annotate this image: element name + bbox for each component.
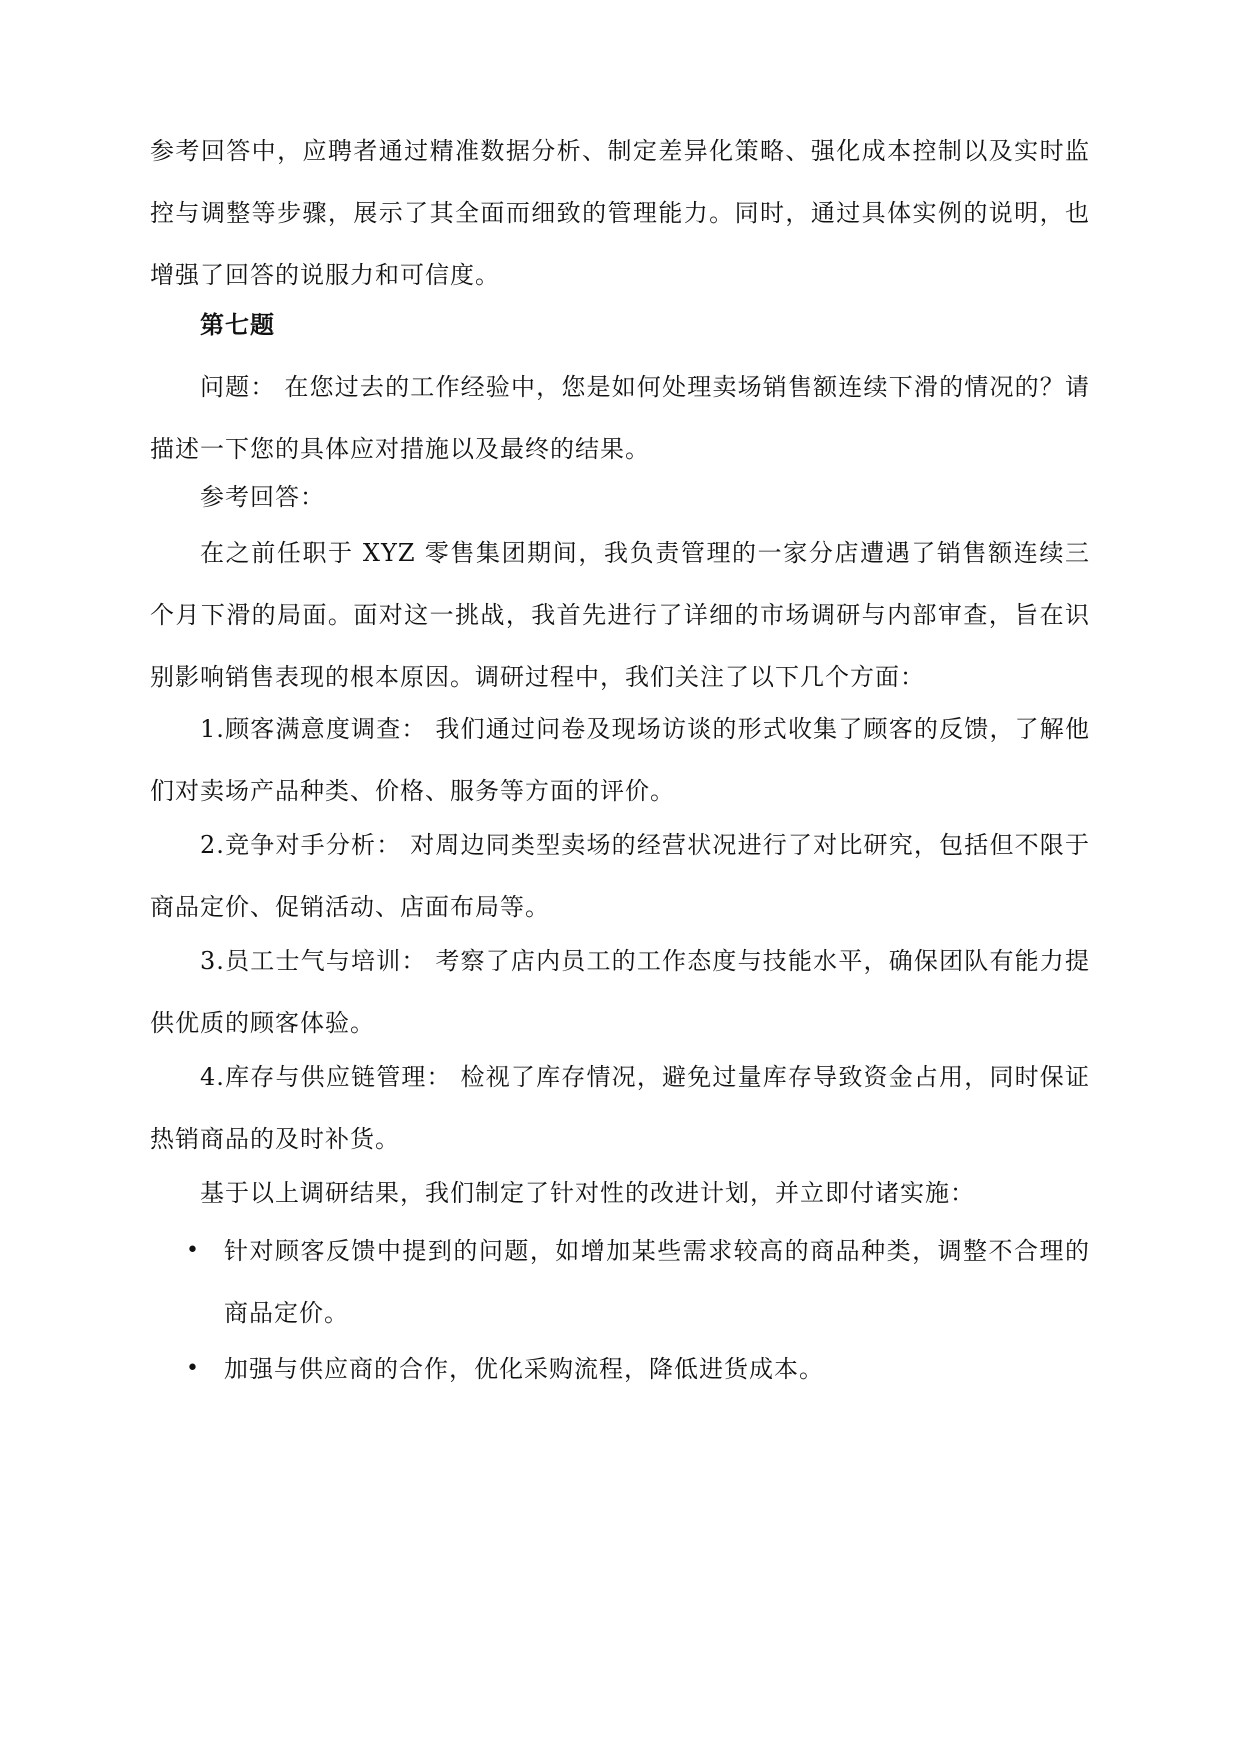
answer-label: 参考回答： — [200, 483, 325, 511]
list-item-inventory-supply: 4.库存与供应链管理： 检视了库存情况，避免过量库存导致资金占用，同时保证热销商品的及时补货。 — [150, 1063, 1090, 1153]
question-paragraph: 问题： 在您过去的工作经验中，您是如何处理卖场销售额连续下滑的情况的？请描述一下您的具体应对措施以及最终的结果。 — [150, 373, 1090, 463]
answer-intro-paragraph: 在之前任职于 XYZ 零售集团期间，我负责管理的一家分店遭遇了销售额连续三个月下滑的局面。面对这一挑战，我首先进行了详细的市场调研与内部审查，旨在识别影响销售表现的根本原因。调研过程中，我们关注了以下几个方面： — [150, 539, 1090, 691]
list-item-customer-survey: 1.顾客满意度调查： 我们通过问卷及现场访谈的形式收集了顾客的反馈，了解他们对卖场产品种类、价格、服务等方面的评价。 — [150, 715, 1090, 805]
list-item-competitor-analysis: 2.竞争对手分析： 对周边同类型卖场的经营状况进行了对比研究，包括但不限于商品定价、促销活动、店面布局等。 — [150, 831, 1090, 921]
bullet-text: 加强与供应商的合作，优化采购流程，降低进货成本。 — [224, 1355, 824, 1383]
list-item-staff-training: 3.员工士气与培训： 考察了店内员工的工作态度与技能水平，确保团队有能力提供优质的顾客体验。 — [150, 947, 1090, 1037]
bullet-text: 针对顾客反馈中提到的问题，如增加某些需求较高的商品种类，调整不合理的商品定价。 — [224, 1237, 1090, 1327]
bullet-icon: • — [186, 1356, 200, 1381]
bullet-list-item — [186, 1220, 1090, 1344]
bullet-list-item — [186, 1338, 1090, 1400]
plan-intro-paragraph: 基于以上调研结果，我们制定了针对性的改进计划，并立即付诸实施： — [200, 1179, 975, 1207]
intro-paragraph: 参考回答中，应聘者通过精准数据分析、制定差异化策略、强化成本控制以及实时监控与调整等步骤，展示了其全面而细致的管理能力。同时，通过具体实例的说明，也增强了回答的说服力和可信度。 — [150, 137, 1090, 289]
bullet-icon: • — [186, 1238, 200, 1263]
question-heading: 第七题 — [200, 310, 275, 339]
